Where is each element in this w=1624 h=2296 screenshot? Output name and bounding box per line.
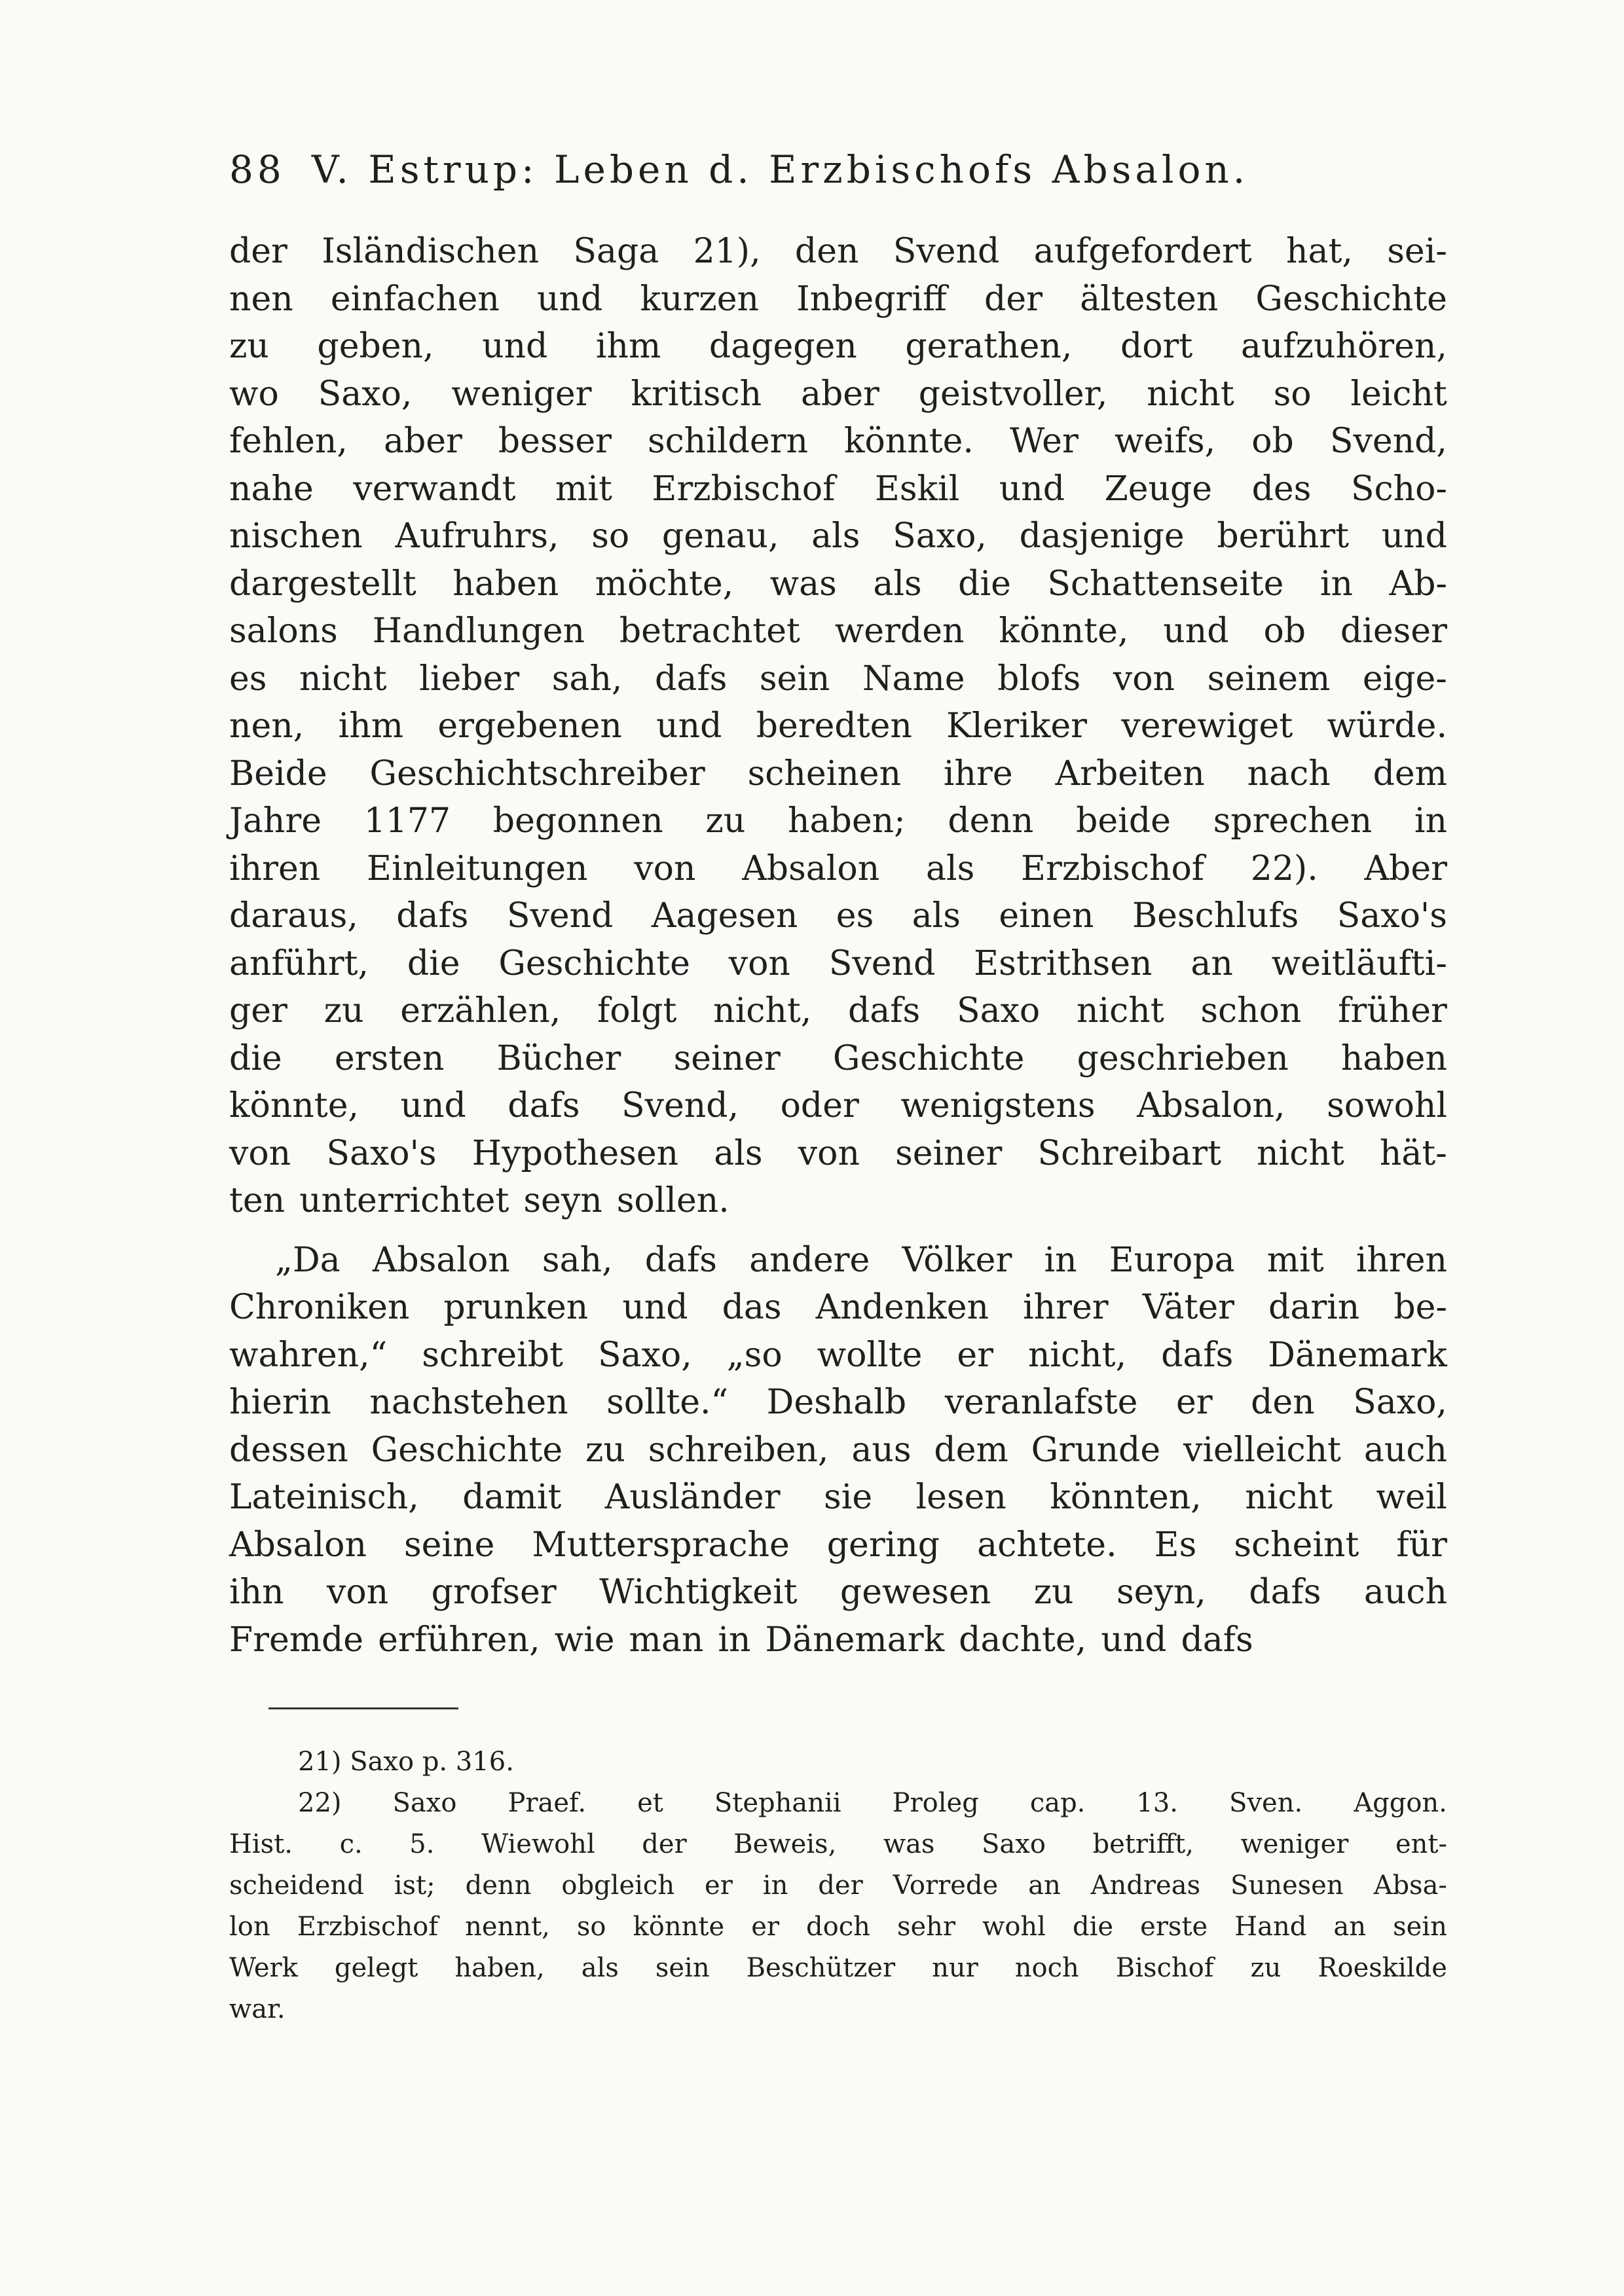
text-line: wahren,“ schreibt Saxo, „so wollte er nicht, dafs Dänemark [229, 1335, 1447, 1375]
text-line: ihn von grofser Wichtigkeit gewesen zu seyn, dafs auch [229, 1573, 1447, 1612]
paragraph-2 [229, 1237, 1447, 1664]
text-line: Jahre 1177 begonnen zu haben; denn beide sprechen in [229, 801, 1447, 841]
text-line: nen einfachen und kurzen Inbegriff der ältesten Geschichte [229, 279, 1447, 319]
text-line: ten unterrichtet seyn sollen. [229, 1181, 729, 1220]
text-line: „Da Absalon sah, dafs andere Völker in Europa mit ihren [275, 1240, 1447, 1280]
text-line: Lateinisch, damit Ausländer sie lesen könnten, nicht weil [229, 1478, 1447, 1517]
footnote-line: war. [229, 1994, 286, 2024]
footnote-rule [268, 1707, 458, 1709]
footnote-line: Hist. c. 5. Wiewohl der Beweis, was Saxo betrifft, weniger ent- [229, 1829, 1447, 1859]
text-line: daraus, dafs Svend Aagesen es als einen Beschlufs Saxo's [229, 896, 1447, 936]
footnote-line: scheidend ist; denn obgleich er in der Vorrede an Andreas Sunesen Absa- [229, 1870, 1447, 1901]
footnote-21: 21) Saxo p. 316. [298, 1747, 514, 1777]
text-line: wo Saxo, weniger kritisch aber geistvoller, nicht so leicht [229, 374, 1447, 414]
text-line: könnte, und dafs Svend, oder wenigstens Absalon, sowohl [229, 1086, 1447, 1125]
text-line: ihren Einleitungen von Absalon als Erzbischof 22). Aber [229, 848, 1447, 888]
footnote-line: lon Erzbischof nennt, so könnte er doch sehr wohl die erste Hand an sein [229, 1912, 1447, 1942]
text-line: ger zu erzählen, folgt nicht, dafs Saxo nicht schon früher [229, 991, 1447, 1030]
footnote-line: Werk gelegt haben, als sein Beschützer nur noch Bischof zu Roeskilde [229, 1953, 1447, 1983]
footnotes [229, 1741, 1447, 2030]
text-line: Fremde erführen, wie man in Dänemark dachte, und dafs [229, 1620, 1253, 1660]
text-line: von Saxo's Hypothesen als von seiner Schreibart nicht hät- [229, 1133, 1447, 1173]
text-line: fehlen, aber besser schildern könnte. Wer weifs, ob Svend, [229, 422, 1447, 461]
text-line: Beide Geschichtschreiber scheinen ihre Arbeiten nach dem [229, 754, 1447, 793]
text-line: anführt, die Geschichte von Svend Estrithsen an weitläufti- [229, 943, 1447, 983]
text-line: nen, ihm ergebenen und beredten Kleriker verewiget würde. [229, 706, 1447, 746]
text-line: salons Handlungen betrachtet werden könnte, und ob dieser [229, 611, 1447, 651]
page-number: 88 [229, 147, 286, 192]
text-line: zu geben, und ihm dagegen gerathen, dort aufzuhören, [229, 327, 1447, 366]
text-line: Absalon seine Muttersprache gering achtete. Es scheint für [229, 1525, 1447, 1565]
text-line: nischen Aufruhrs, so genau, als Saxo, dasjenige berührt und [229, 517, 1447, 556]
text-line: die ersten Bücher seiner Geschichte geschrieben haben [229, 1038, 1447, 1078]
running-head [229, 147, 1408, 192]
footnote-22 [229, 1783, 1447, 2030]
text-line: dargestellt haben möchte, was als die Schattenseite in Ab- [229, 564, 1447, 604]
text-line: es nicht lieber sah, dafs sein Name blofs von seinem eige- [229, 659, 1447, 699]
footnote-line: 22) Saxo Praef. et Stephanii Proleg cap. 13. Sven. Aggon. [298, 1788, 1447, 1818]
text-line: der Isländischen Saga 21), den Svend aufgefordert hat, sei- [229, 232, 1447, 271]
text-line: dessen Geschichte zu schreiben, aus dem Grunde vielleicht auch [229, 1430, 1447, 1470]
paragraph-1 [229, 228, 1447, 1225]
body-text [229, 228, 1447, 1664]
text-line: Chroniken prunken und das Andenken ihrer Väter darin be- [229, 1288, 1447, 1327]
text-line: nahe verwandt mit Erzbischof Eskil und Zeuge des Scho- [229, 469, 1447, 509]
text-line: hierin nachstehen sollte.“ Deshalb veranlafste er den Saxo, [229, 1383, 1447, 1422]
running-head-title: V. Estrup: Leben d. Erzbischofs Absalon. [311, 147, 1249, 192]
